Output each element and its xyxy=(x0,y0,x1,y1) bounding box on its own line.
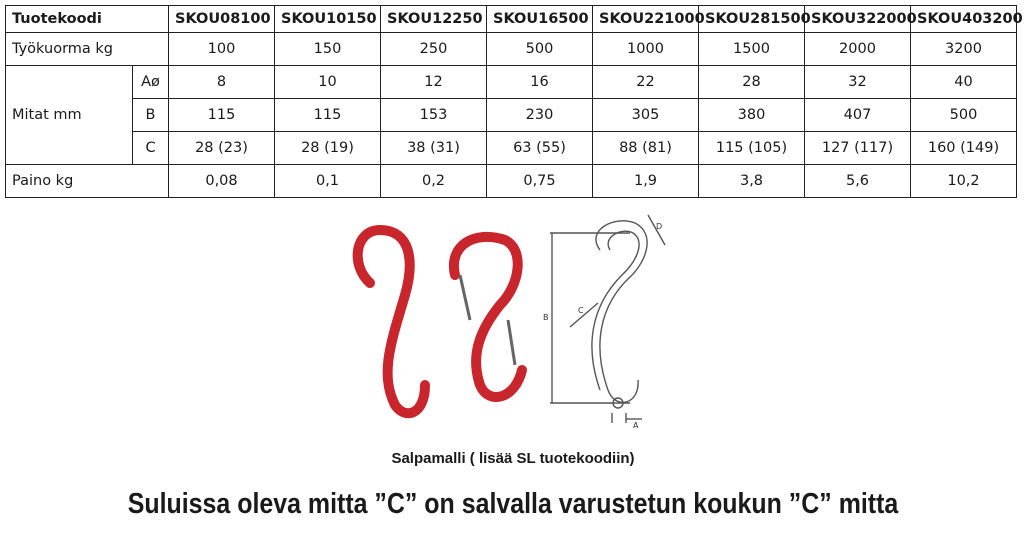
row-label: Paino kg xyxy=(6,165,169,198)
table-cell: 153 xyxy=(381,99,487,132)
table-cell: 250 xyxy=(381,33,487,66)
weight-row xyxy=(6,165,1017,198)
table-cell: 1500 xyxy=(699,33,805,66)
table-cell: 500 xyxy=(487,33,593,66)
dimension-label-b: B xyxy=(543,313,549,322)
table-cell: 160 (149) xyxy=(911,132,1017,165)
dimension-row-c xyxy=(6,132,1017,165)
table-cell: 3200 xyxy=(911,33,1017,66)
row-label: Työkuorma kg xyxy=(6,33,169,66)
header-cell: SKOU322000 xyxy=(805,6,911,33)
dimension-label-d: D xyxy=(656,222,663,231)
table-cell: 38 (31) xyxy=(381,132,487,165)
table-cell: 0,75 xyxy=(487,165,593,198)
table-cell: 12 xyxy=(381,66,487,99)
latch-hook-image xyxy=(454,237,522,397)
hook-technical-drawing xyxy=(550,215,665,423)
table-cell: 2000 xyxy=(805,33,911,66)
header-cell: SKOU281500 xyxy=(699,6,805,33)
table-cell: 0,08 xyxy=(169,165,275,198)
table-cell: 230 xyxy=(487,99,593,132)
table-cell: 10 xyxy=(275,66,381,99)
table-cell: 22 xyxy=(593,66,699,99)
table-cell: 3,8 xyxy=(699,165,805,198)
header-cell: SKOU12250 xyxy=(381,6,487,33)
header-cell: SKOU16500 xyxy=(487,6,593,33)
table-cell: 380 xyxy=(699,99,805,132)
table-cell: 88 (81) xyxy=(593,132,699,165)
table-cell: 115 (105) xyxy=(699,132,805,165)
table-cell: 16 xyxy=(487,66,593,99)
header-cell: SKOU10150 xyxy=(275,6,381,33)
table-cell: 40 xyxy=(911,66,1017,99)
workload-row xyxy=(6,33,1017,66)
hook-illustrations xyxy=(330,205,700,445)
table-cell: 28 (23) xyxy=(169,132,275,165)
table-cell: 8 xyxy=(169,66,275,99)
table-cell: 0,2 xyxy=(381,165,487,198)
dimension-row-a xyxy=(6,66,1017,99)
header-cell: Tuotekoodi xyxy=(6,6,169,33)
dimension-note: Suluissa oleva mitta ”C” on salvalla varustetun koukun ”C” mitta xyxy=(127,488,899,520)
table-cell: 1000 xyxy=(593,33,699,66)
sub-label: B xyxy=(133,99,169,132)
table-cell: 28 xyxy=(699,66,805,99)
table-cell: 127 (117) xyxy=(805,132,911,165)
header-cell: SKOU221000 xyxy=(593,6,699,33)
table-cell: 305 xyxy=(593,99,699,132)
table-cell: 150 xyxy=(275,33,381,66)
table-cell: 1,9 xyxy=(593,165,699,198)
table-cell: 115 xyxy=(275,99,381,132)
table-cell: 0,1 xyxy=(275,165,381,198)
table-cell: 28 (19) xyxy=(275,132,381,165)
table-cell: 500 xyxy=(911,99,1017,132)
table-header-row xyxy=(6,6,1017,33)
spec-table xyxy=(5,5,1023,198)
dimension-label-c: C xyxy=(578,306,584,315)
table-cell: 115 xyxy=(169,99,275,132)
sub-label: Aø xyxy=(133,66,169,99)
sub-label: C xyxy=(133,132,169,165)
header-cell: SKOU403200 xyxy=(911,6,1017,33)
header-cell: SKOU08100 xyxy=(169,6,275,33)
dimension-row-b xyxy=(6,99,1017,132)
dimension-label-a: A xyxy=(633,421,639,430)
s-hook-image xyxy=(358,230,425,413)
table-cell: 5,6 xyxy=(805,165,911,198)
latch-model-caption: Salpamalli ( lisää SL tuotekoodiin) xyxy=(391,450,635,467)
table-cell: 100 xyxy=(169,33,275,66)
table-cell: 63 (55) xyxy=(487,132,593,165)
table-cell: 407 xyxy=(805,99,911,132)
row-label: Mitat mm xyxy=(6,66,133,165)
table-cell: 32 xyxy=(805,66,911,99)
table-cell: 10,2 xyxy=(911,165,1017,198)
